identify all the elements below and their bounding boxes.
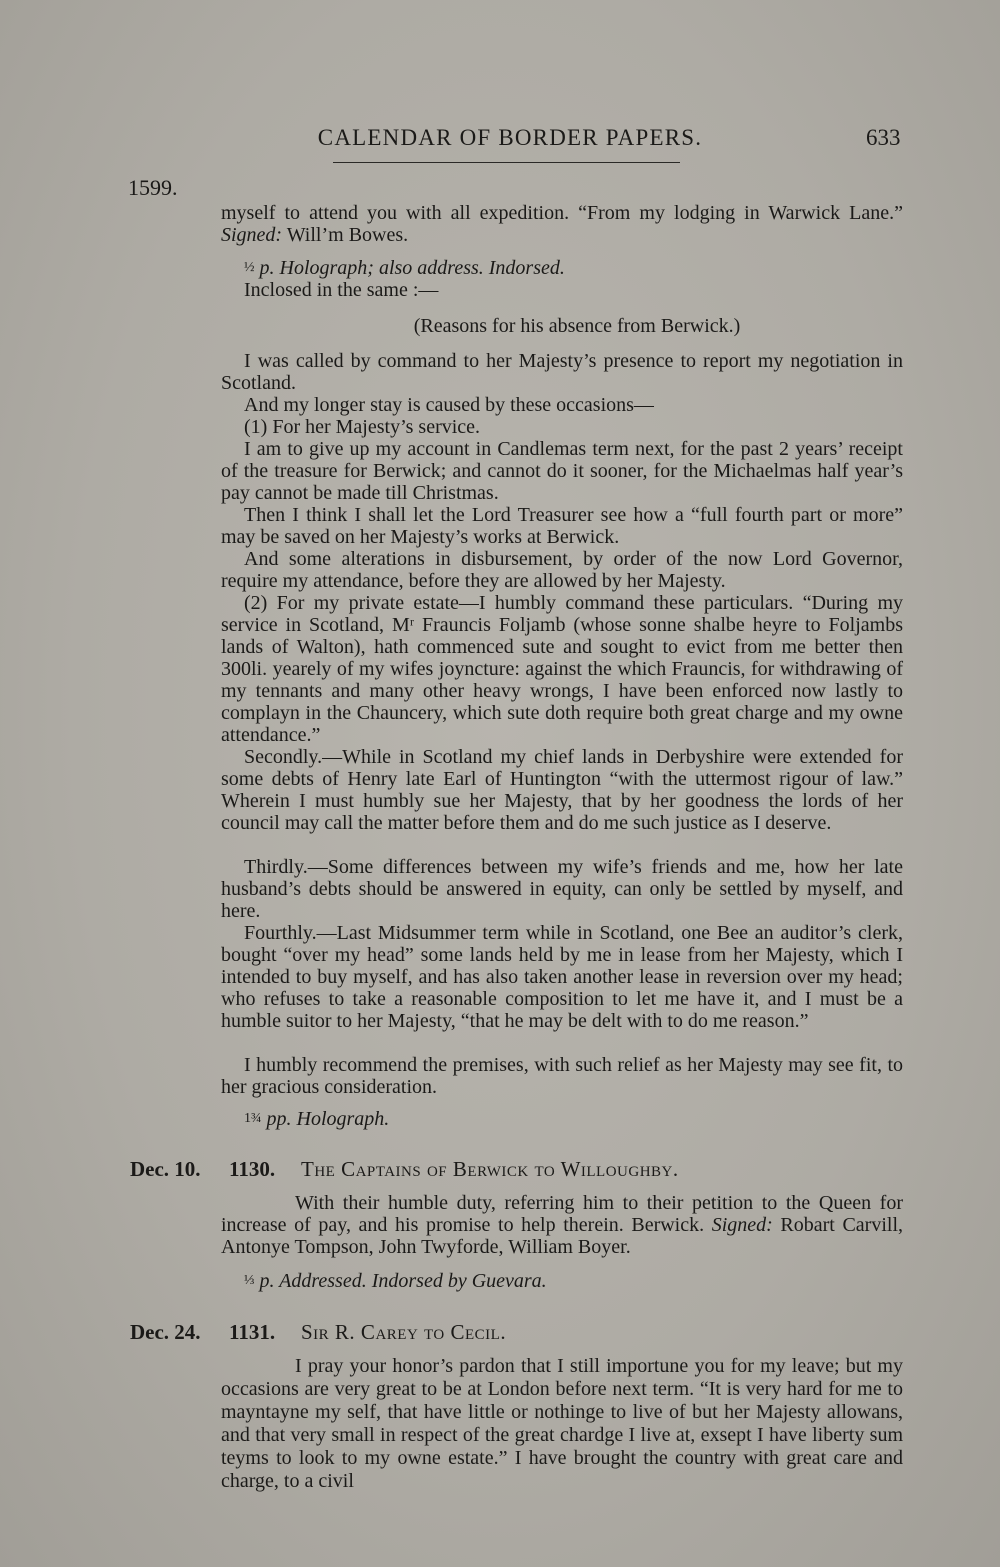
description-text: p. Addressed. Indorsed by Guevara. — [259, 1270, 547, 1292]
entry-1129-lead — [221, 202, 903, 246]
size-fraction: 1¾ — [244, 1111, 262, 1126]
entry-1130-body — [221, 1192, 903, 1258]
signer: Will’m Bowes. — [286, 224, 409, 246]
paragraph-4: I am to give up my account in Candlemas term next, for the past 2 years’ receipt of the treasure for Berwick; and cannot do it sooner, for the Michaelmas half year’s pay cannot be made till Christmas. — [221, 438, 903, 504]
paragraph-8: Secondly.—While in Scotland my chief lands in Derbyshire were extended for some debts of Henry late Earl of Huntington “with the uttermost rigour of law.” Wherein I must humbly sue her Majesty, that by her goodness the lords of her council may call the matter before them and do me such justice as I deserve. — [221, 746, 903, 834]
entry-1131-body: I pray your honor’s pardon that I still importune you for my leave; but my occasions are very great to be at London before next term. “It is very hard for me to mayntayne my self, that have little or nothinge to live of but her Majesty allowans, and that very small in respect of the great chardge I live at, exsept I have liberty sum teyms to look to my owne estate.” I have brought the country with great care and charge, to a civil — [221, 1355, 903, 1492]
paragraph-10: Fourthly.—Last Midsummer term while in Scotland, one Bee an auditor’s clerk, bought “over my head” some lands held by me in lease from her Majesty, which I intended to buy myself, and has also taken another lease in reversion over my head; who refuses to take a reasonable composition to let me have it, and I must be a humble suitor to her Majesty, “that he may be delt with to do me reason.” — [221, 922, 903, 1032]
paragraph-2: And my longer stay is caused by these occasions— — [244, 394, 654, 416]
entry-1130-description — [244, 1270, 844, 1292]
paragraph-6: And some alterations in disbursement, by order of the now Lord Governor, require my attendance, before they are allowed by her Majesty. — [221, 548, 903, 592]
entry-body-text: With their humble duty, referring him to their petition to the Queen for increase of pay, and his promise to help therein. Berwick. — [221, 1192, 903, 1236]
header-rule — [333, 162, 680, 163]
entry-1129-description — [244, 257, 844, 279]
margin-year: 1599. — [128, 175, 178, 200]
signers: Robart Carvill, Antonye Tompson, John Twyforde, William Boyer. — [221, 1214, 904, 1258]
signed-label: Signed: — [221, 224, 283, 246]
paragraph-9: Thirdly.—Some differences between my wife’s friends and me, how her late husband’s debts should be answered in equity, can only be settled by myself, and here. — [221, 856, 903, 922]
entry-date: Dec. 10. — [130, 1157, 201, 1181]
entry-1129-end-description — [244, 1108, 844, 1130]
size-fraction: ⅓ — [244, 1273, 255, 1288]
reasons-heading: (Reasons for his absence from Berwick.) — [413, 315, 741, 337]
description-text: pp. Holograph. — [266, 1108, 390, 1130]
entry-date: Dec. 24. — [130, 1320, 201, 1344]
entry-number: 1130. — [229, 1157, 276, 1181]
entry-number: 1131. — [229, 1320, 276, 1344]
paragraph-11: I humbly recommend the premises, with such relief as her Majesty may see fit, to her gracious consideration. — [221, 1054, 903, 1098]
paragraph-3: (1) For her Majesty’s service. — [244, 416, 481, 438]
entry-title: The Captains of Berwick to Willoughby. — [301, 1157, 679, 1181]
paragraph-5: Then I think I shall let the Lord Treasurer see how a “full fourth part or more” may be saved on her Majesty’s works at Berwick. — [221, 504, 903, 548]
page-number: 633 — [866, 125, 901, 150]
size-fraction: ½ — [244, 260, 255, 275]
signed-label: Signed: — [711, 1214, 773, 1236]
paragraph-1: I was called by command to her Majesty’s presence to report my negotiation in Scotland. — [221, 350, 903, 394]
running-header-title: CALENDAR OF BORDER PAPERS. — [317, 125, 703, 150]
inclosed-note: Inclosed in the same :— — [244, 279, 439, 301]
paragraph-7: (2) For my private estate—I humbly command these particulars. “During my service in Scotland, Mʳ Frauncis Foljamb (whose sonne shalbe heyre to Foljambs lands of Walton), hath commenced sute and sought to evict from me better then 300li. yearely of my wifes joyncture: against the which Frauncis, for withdrawing of my tennants and many other heavy wrongs, I have been enforced now lastly to complayn in the Chauncery, which sute doth require both great charge and my owne attendance.” — [221, 592, 903, 746]
entry-1129-lead-text: myself to attend you with all expedition. “From my lodging in Warwick Lane.” — [221, 202, 903, 224]
entry-title: Sir R. Carey to Cecil. — [301, 1320, 507, 1344]
description-text: p. Holograph; also address. Indorsed. — [259, 257, 565, 279]
